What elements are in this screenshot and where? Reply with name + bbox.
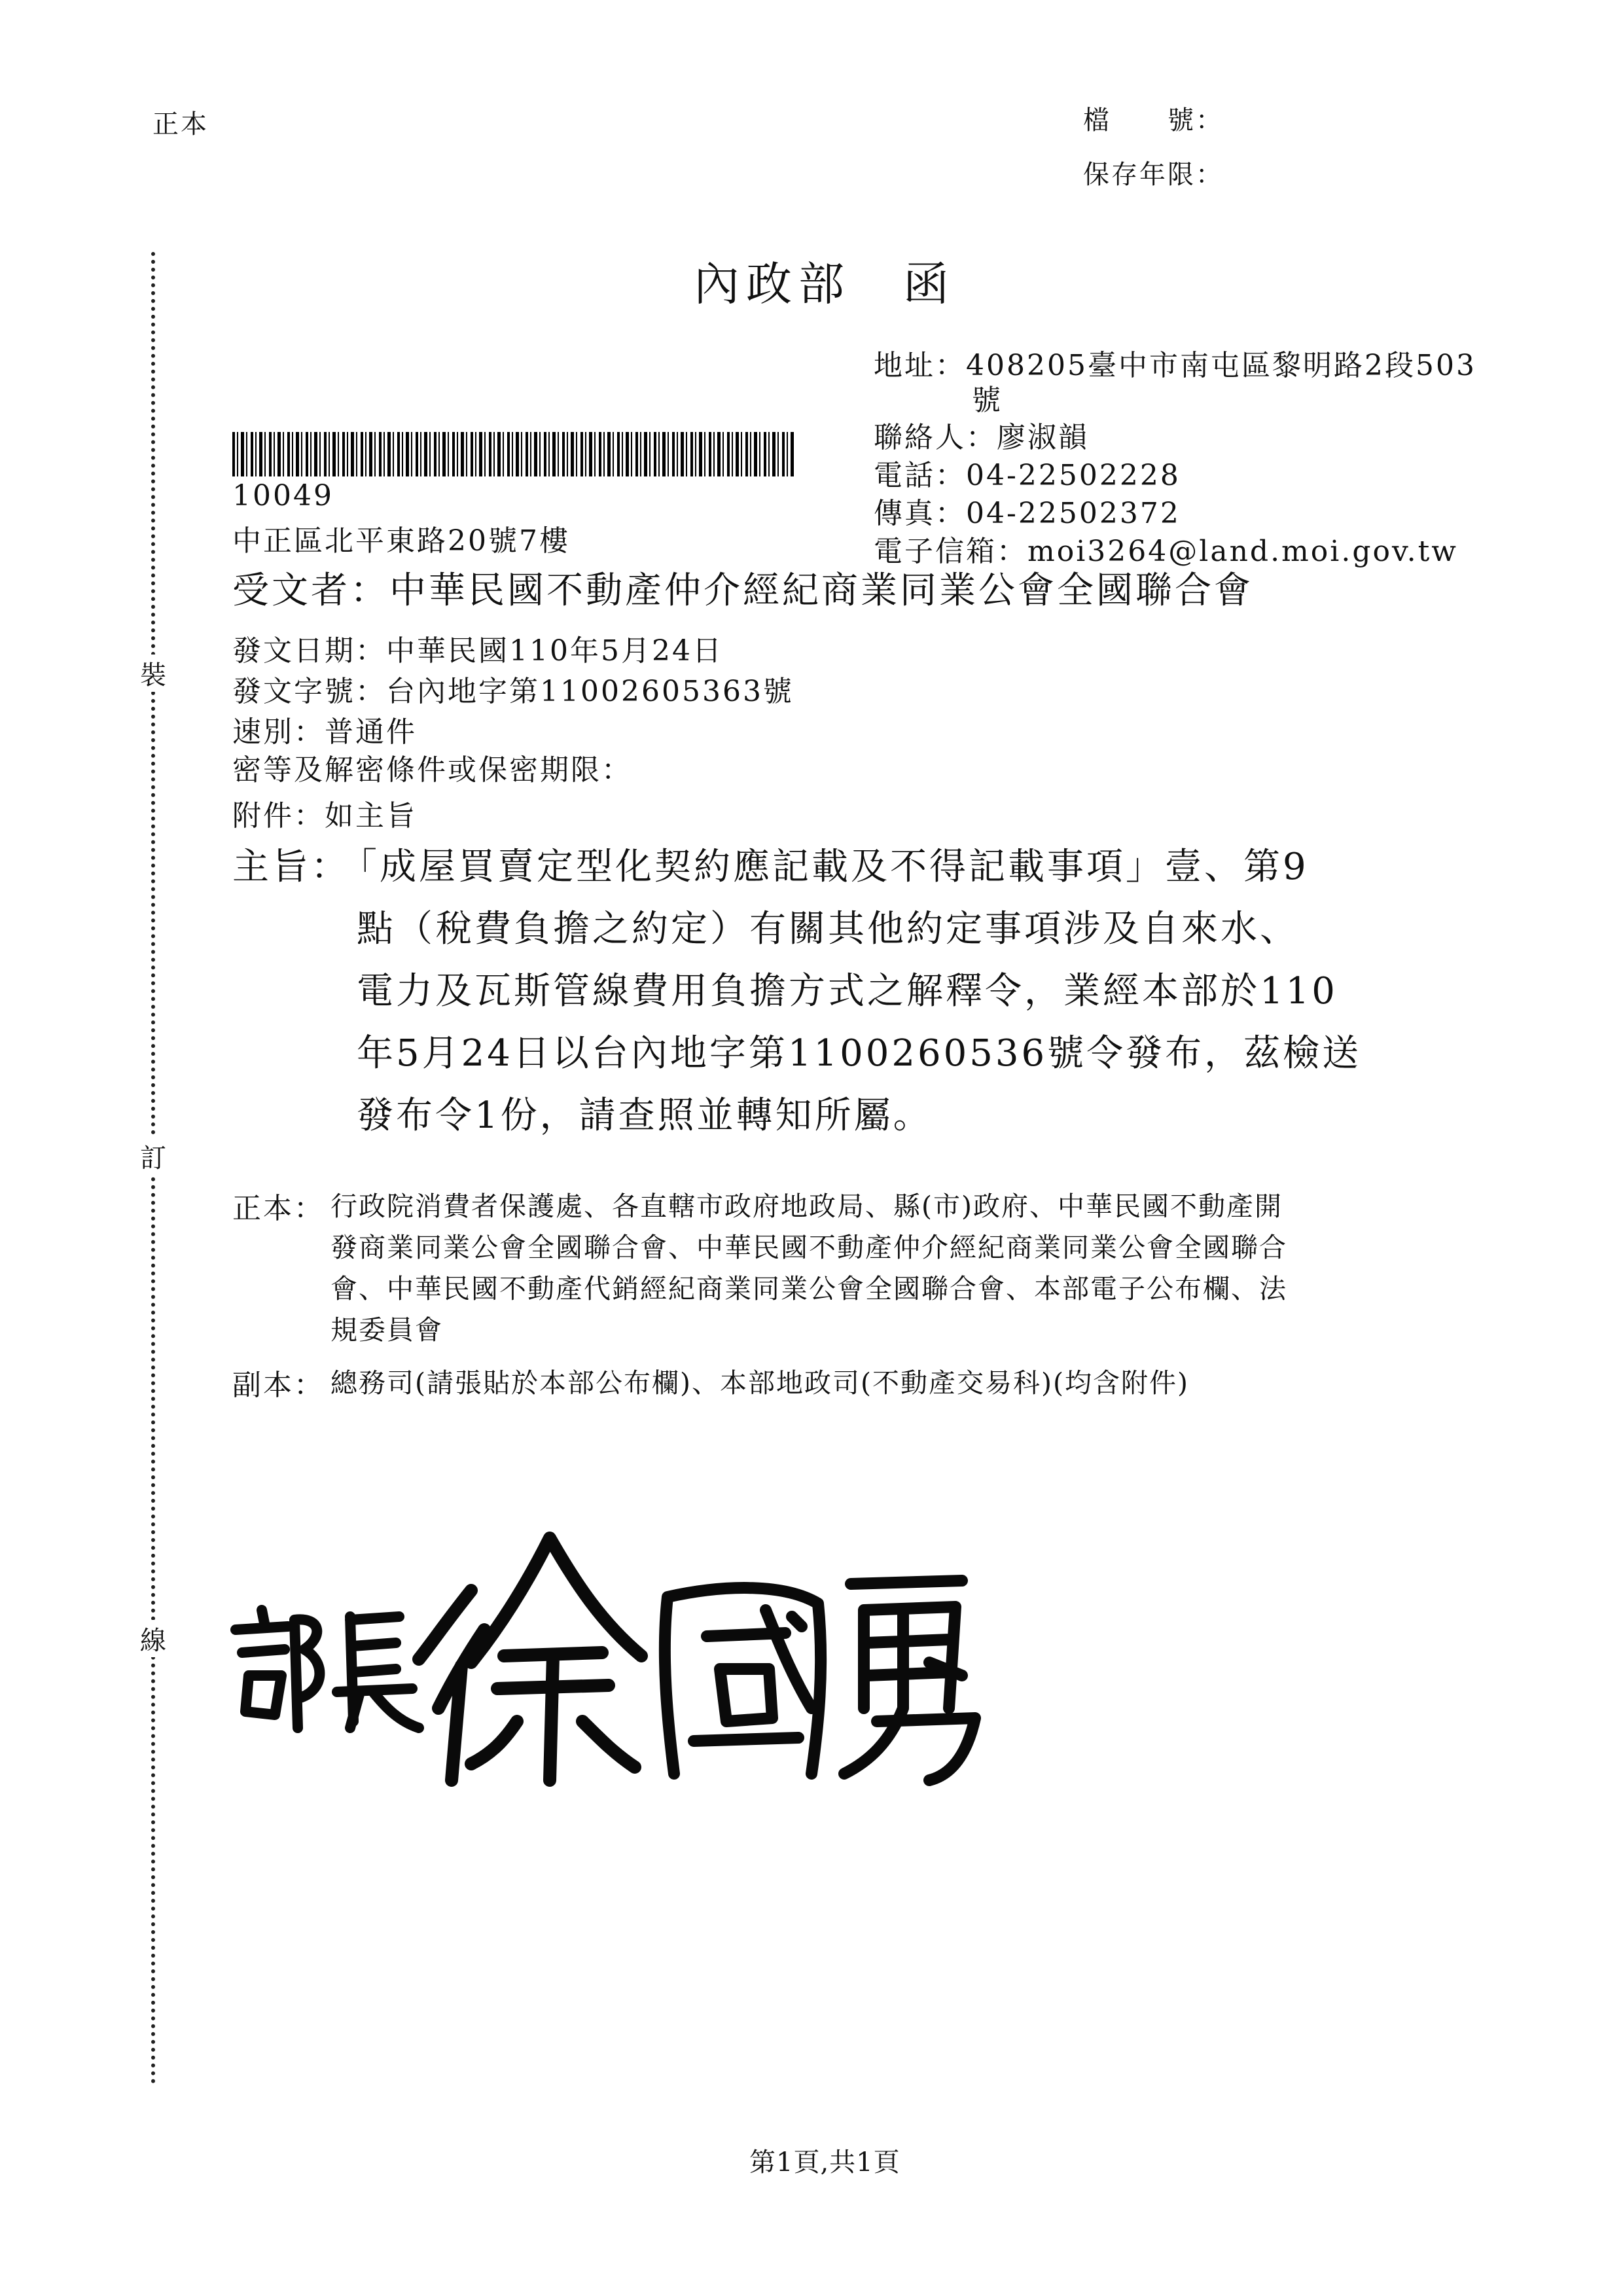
binding-mark-xian: 線 (136, 1620, 170, 1657)
binding-mark-zhuang: 裝 (136, 655, 170, 692)
delivery-speed: 速別：普通件 (232, 715, 417, 749)
original-recipients-label: 正本： (232, 1192, 325, 1225)
page-title: 內政部 函 (694, 257, 955, 311)
file-number-label: 檔 號： (1083, 105, 1224, 135)
document-number: 發文字號：台內地字第11002605363號 (232, 675, 794, 708)
security-level: 密等及解密條件或保密期限： (232, 753, 632, 787)
issue-date: 發文日期：中華民國110年5月24日 (232, 634, 723, 668)
original-recipients-line: 發商業同業公會全國聯合會、中華民國不動產仲介經紀商業同業公會全國聯合 (330, 1232, 1287, 1263)
subject-label: 主旨： (232, 846, 350, 888)
subject-line: 「成屋買賣定型化契約應記載及不得記載事項」壹、第9 (340, 846, 1309, 888)
subject-line: 電力及瓦斯管線費用負擔方式之解釋令，業經本部於110 (357, 970, 1338, 1013)
recipient-postal-code: 10049 (232, 479, 334, 512)
subject-line: 年5月24日以台內地字第1100260536號令發布，茲檢送 (357, 1032, 1362, 1075)
attachment: 附件：如主旨 (232, 799, 417, 833)
postal-barcode (232, 432, 795, 476)
recipient: 受文者：中華民國不動產仲介經紀商業同業公會全國聯合會 (232, 569, 1253, 612)
copy-recipients-label: 副本： (232, 1369, 325, 1402)
original-recipients-line: 規委員會 (330, 1314, 443, 1346)
sender-address-line2: 號 (972, 384, 1003, 417)
subject-line: 點（稅費負擔之約定）有關其他約定事項涉及自來水、 (357, 908, 1299, 950)
copy-type: 正本 (152, 109, 209, 139)
sender-contact: 聯絡人：廖淑韻 (874, 421, 1089, 454)
minister-signature (209, 1512, 995, 1787)
page-number: 第1頁,共1頁 (749, 2147, 901, 2178)
recipient-address: 中正區北平東路20號7樓 (232, 524, 570, 558)
retention-label: 保存年限： (1083, 160, 1224, 190)
binding-mark-ding: 訂 (136, 1138, 170, 1175)
sender-phone: 電話：04-22502228 (874, 459, 1181, 492)
sender-fax: 傳真：04-22502372 (874, 497, 1181, 530)
sender-address-line1: 地址：408205臺中市南屯區黎明路2段503 (874, 349, 1476, 382)
sender-email: 電子信箱：moi3264@land.moi.gov.tw (874, 535, 1458, 568)
original-recipients-line: 行政院消費者保護處、各直轄市政府地政局、縣(市)政府、中華民國不動產開 (330, 1191, 1283, 1222)
original-recipients-line: 會、中華民國不動產代銷經紀商業同業公會全國聯合會、本部電子公布欄、法 (330, 1273, 1287, 1304)
subject-line: 發布令1份，請查照並轉知所屬。 (357, 1094, 933, 1137)
copy-recipients: 總務司(請張貼於本部公布欄)、本部地政司(不動產交易科)(均含附件) (330, 1367, 1189, 1399)
